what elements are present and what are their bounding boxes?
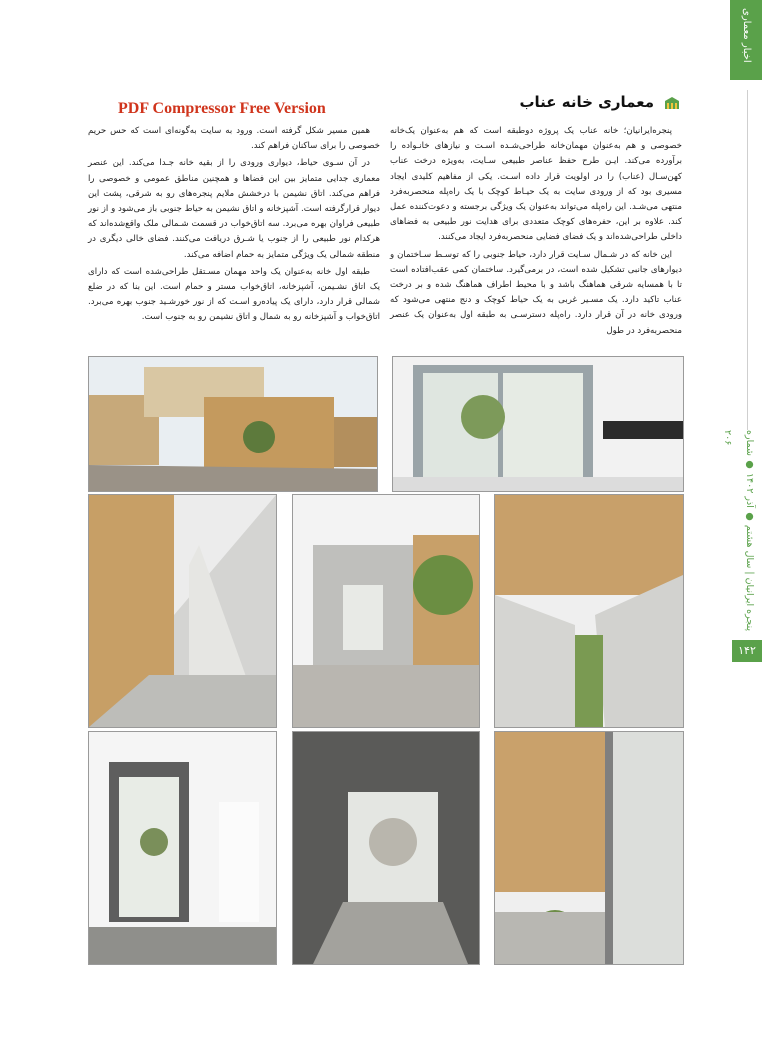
magazine-issue-line: پنجره ایرانیان | سال هشتم ● آذر ۱۴۰۲ ● شماره ۲۰۶ [722,430,755,632]
section-label: اخبار معماری [741,8,752,63]
margin-rule [747,90,748,430]
photo-courtyard-room [292,494,480,728]
page-number: ۱۴۲ [732,640,762,662]
paragraph: این خانه که در شـمال سـایت قرار دارد، حیاط جنوبی را که توسـط سـاختمان و دیوارهای جانبی تشکیل شده است، در برمی‌گیرد. ساختمان کمی عقب‌افتاده است تا با همسایه شرقی هماهنگ باشد و با محیط اطراف هماهنگ شده و بر درخت عناب تاکید دارد. یک مسـیر غربی به یک حیاط کوچک و دنج منتهی می‌شود که ورودی خانه در آن قرار دارد. راه‌پله دسترسـی به طبقه اول به‌عنوان یک عنصر منحصربه‌فرد در طول [390,249,682,336]
paragraph: در آن سـوی حیاط، دیواری ورودی را از بقیه خانه جـدا می‌کند. این عنصر معماری جدایی متمایز بین این فضاها و همچنین مناطق عمومی و خصوصی را فراهم می‌کند. اتاق نشیمن با درخشش ملایم پنجره‌های رو به شرقی، پشت این دیوار قرارگرفته است. آشپزخانه و اتاق نشیمن به حیاط جنوبی باز می‌شود و از نور طبیعی فراوان بهره می‌برد. سه اتاق‌خواب در قسمت شـمالی ملک واقع‌شده‌اند که هرکدام نور طبیعی را از جنوب یا شـرق دریافت می‌کنند. فضای خالی دیگری در منطقه شمالی یک ویژگی متمایز به حمام اضافه می‌کند. [88,158,380,260]
article-title: معماری خانه عناب [519,93,654,111]
photo-stairway [88,494,277,728]
photo-glass-corridor [494,731,684,965]
photo-shower-window [292,731,480,965]
photo-hallway-door [88,731,277,965]
photo-exterior-street [88,356,378,492]
magazine-issue-strip [722,430,760,640]
section-tab [730,0,762,80]
photo-narrow-garden [494,494,684,728]
text-column-right [390,124,682,341]
text-column-left [88,124,380,328]
building-icon [664,96,680,110]
paragraph: طبقه اول خانه به‌عنوان یک واحد مهمان مسـتقل طراحی‌شده است که دارای یک اتاق نشـیمن، آشپزخانه، اتاق‌خواب مستر و حمام است. این بنا که در ضلع شمالی قرار دارد، دارای یک پیاده‌رو اسـت که از نور خورشـید جنوب بهره می‌برد. اتاق‌خواب و آشپزخانه رو به شمال و اتاق نشیمن رو به جنوب است. [88,266,380,323]
paragraph: همین مسیر شکل گرفته است. ورود به سایت به‌گونه‌ای است که حس حریم خصوصی را برای ساکنان فراهم کند. [88,126,380,152]
photo-interior-glass [392,356,684,492]
watermark: PDF Compressor Free Version [118,100,326,117]
paragraph: پنجره‌ایرانیان؛ خانه عناب یک پروژه دوطبقه است که هم به‌عنوان یک‌خانه خصوصی و هم به‌عنوان مهمان‌خانه طراحی‌شـده اسـت و نیازهای خانـواده را برآورده می‌کند. ایـن طرح حفظ عناصر طبیعی سـایت، بەویژه درخت عناب کهن‌سـال (عناب) را در اولویت قرار داده اسـت. یکی از مفاهیم کلیدی ایجاد مسیری بود که از ورودی سایت به یک حیـاط کوچک با یک راه‌پله منحصربه‌فرد منتهی می‌شـد. این راه‌پله می‌تواند به‌عنوان یک ویژگی برجسته و دعوت‌کننده عمل کند. علاوه بر این، حفره‌های کوچک متعددی برای هدایت نور طبیعی به فضاهای داخلی طراحی‌شده‌اند و یک فضای فضایی منحصربه‌فرد ایجاد می‌کنند. [390,126,682,243]
